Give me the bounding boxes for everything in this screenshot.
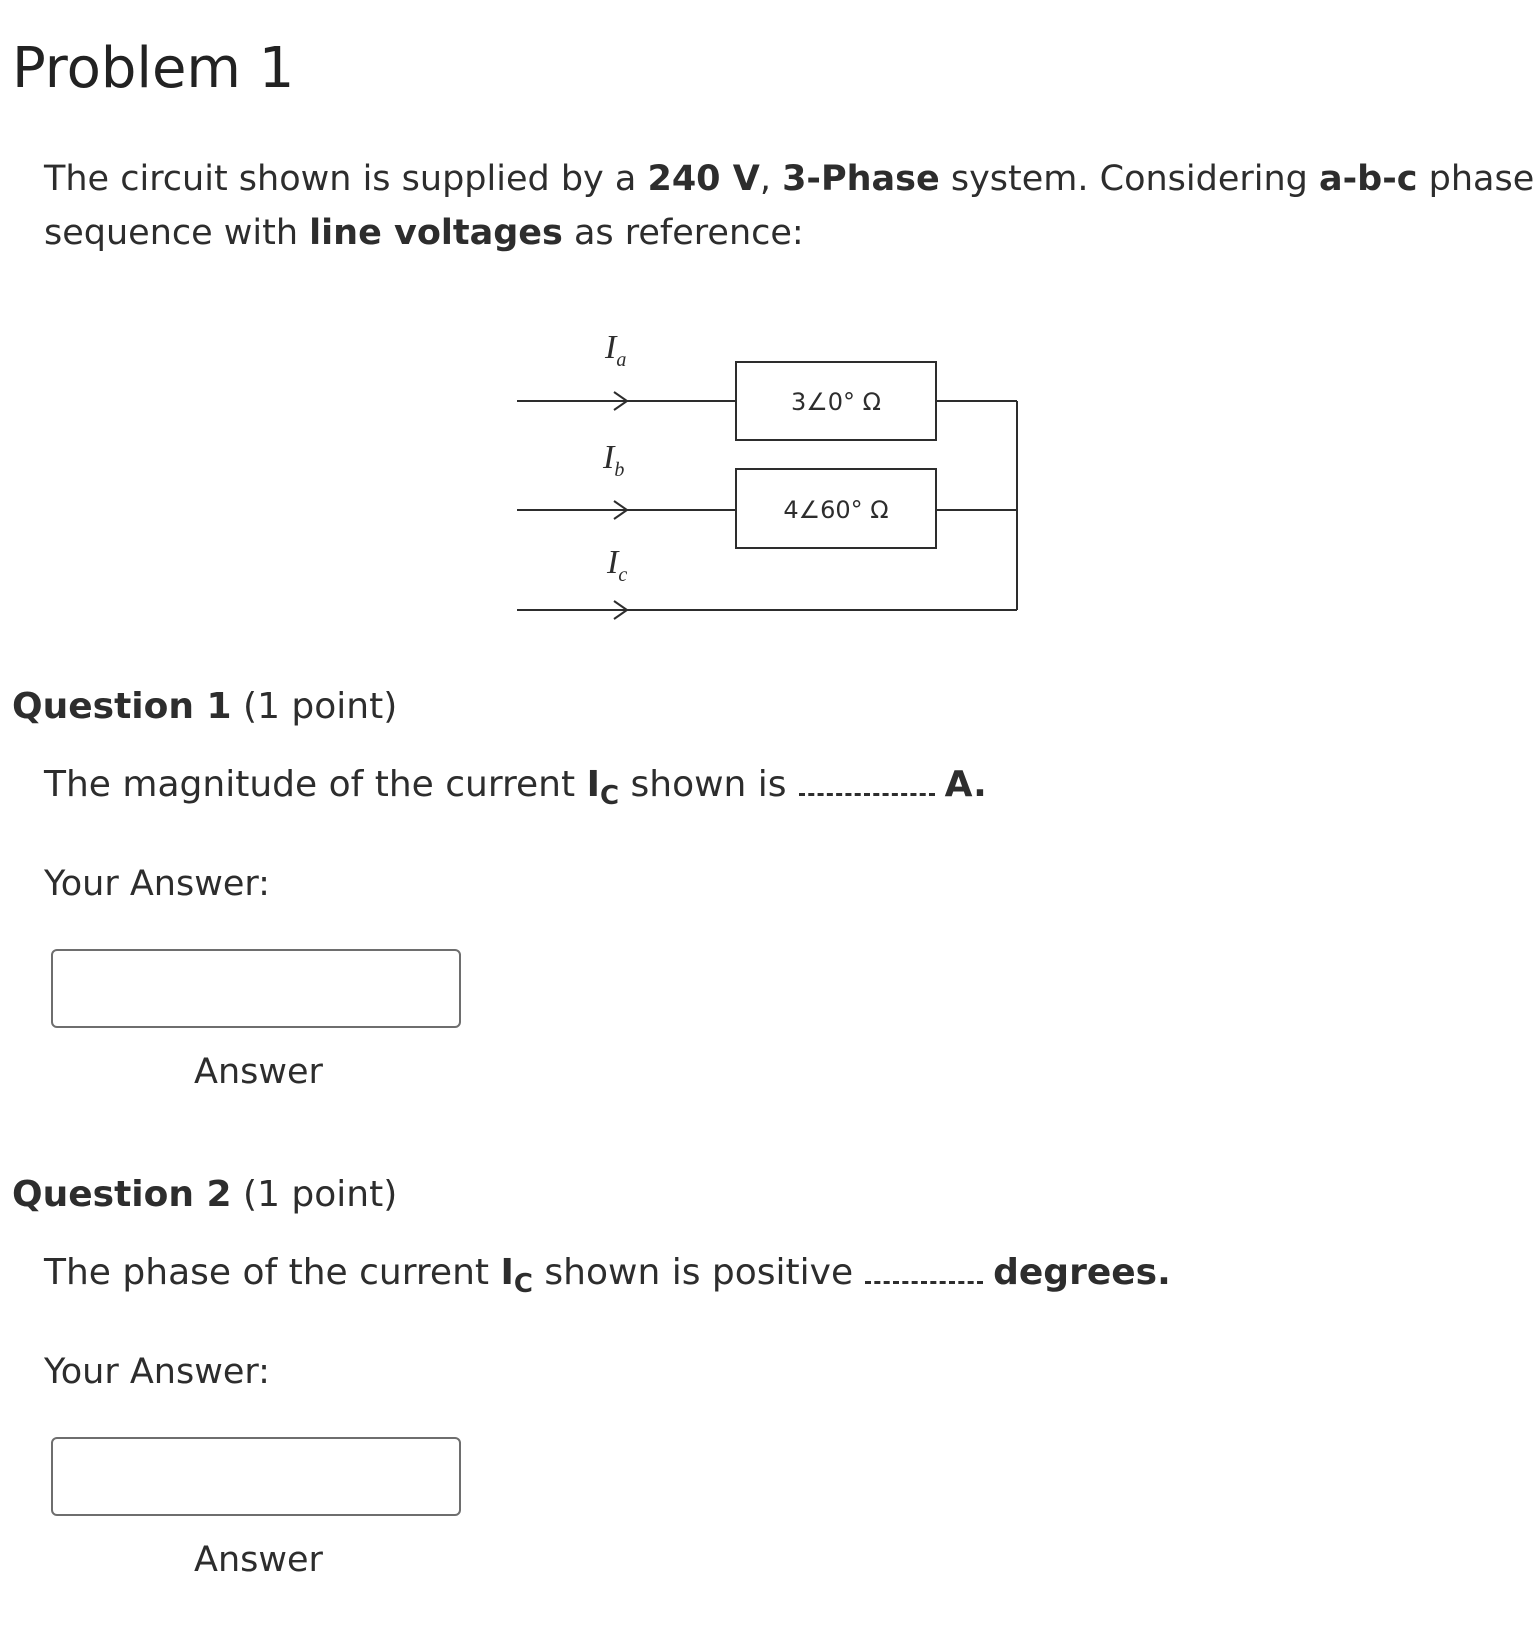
answer-input-1[interactable] [51, 949, 461, 1028]
answer-input-2[interactable] [51, 1437, 461, 1516]
fill-in-blank [799, 789, 935, 796]
current-subscript: C [513, 1269, 533, 1299]
ia-label: $I_a$ [605, 329, 627, 371]
ic-label: $I_c$ [607, 544, 628, 586]
current-subscript: C [599, 781, 620, 811]
phase-sequence: a-b-c [1319, 159, 1418, 199]
your-answer-label: Your Answer: [44, 1352, 270, 1392]
your-answer-label: Your Answer: [44, 864, 270, 904]
question-1-heading [12, 686, 397, 727]
intro-text: system. Considering [939, 159, 1320, 199]
question-text: shown is positive [532, 1252, 854, 1293]
question-text: shown is [619, 764, 787, 805]
question-points: (1 point) [231, 1174, 398, 1215]
current-symbol: I [586, 764, 600, 805]
intro-text: as reference: [562, 213, 804, 253]
intro-text: The circuit shown is supplied by a [44, 159, 648, 199]
answer-caption: Answer [194, 1052, 323, 1092]
phase-count: 3-Phase [782, 159, 940, 199]
intro-text: phase [1417, 159, 1534, 199]
question-2-text [44, 1252, 1171, 1299]
page-title: Problem 1 [12, 36, 295, 101]
reference-term: line voltages [309, 213, 563, 253]
impedance-bottom-label: 4∠60° Ω [783, 496, 889, 524]
fill-in-blank [865, 1277, 983, 1284]
current-symbol: I [500, 1252, 514, 1293]
voltage-value: 240 V [647, 159, 760, 199]
question-1-text [44, 764, 987, 811]
ib-label: $I_b$ [603, 439, 625, 481]
question-title: Question 2 [12, 1174, 232, 1215]
question-title: Question 1 [12, 686, 232, 727]
question-2-heading [12, 1174, 397, 1215]
question-points: (1 point) [231, 686, 398, 727]
intro-text: sequence with [44, 213, 310, 253]
unit-label: A. [944, 764, 987, 805]
question-text: The magnitude of the current [44, 764, 587, 805]
question-text: The phase of the current [44, 1252, 501, 1293]
answer-caption: Answer [194, 1540, 323, 1580]
intro-text: , [759, 159, 783, 199]
impedance-top-label: 3∠0° Ω [790, 388, 882, 416]
unit-label: degrees. [993, 1252, 1171, 1293]
circuit-diagram [0, 0, 1472, 640]
